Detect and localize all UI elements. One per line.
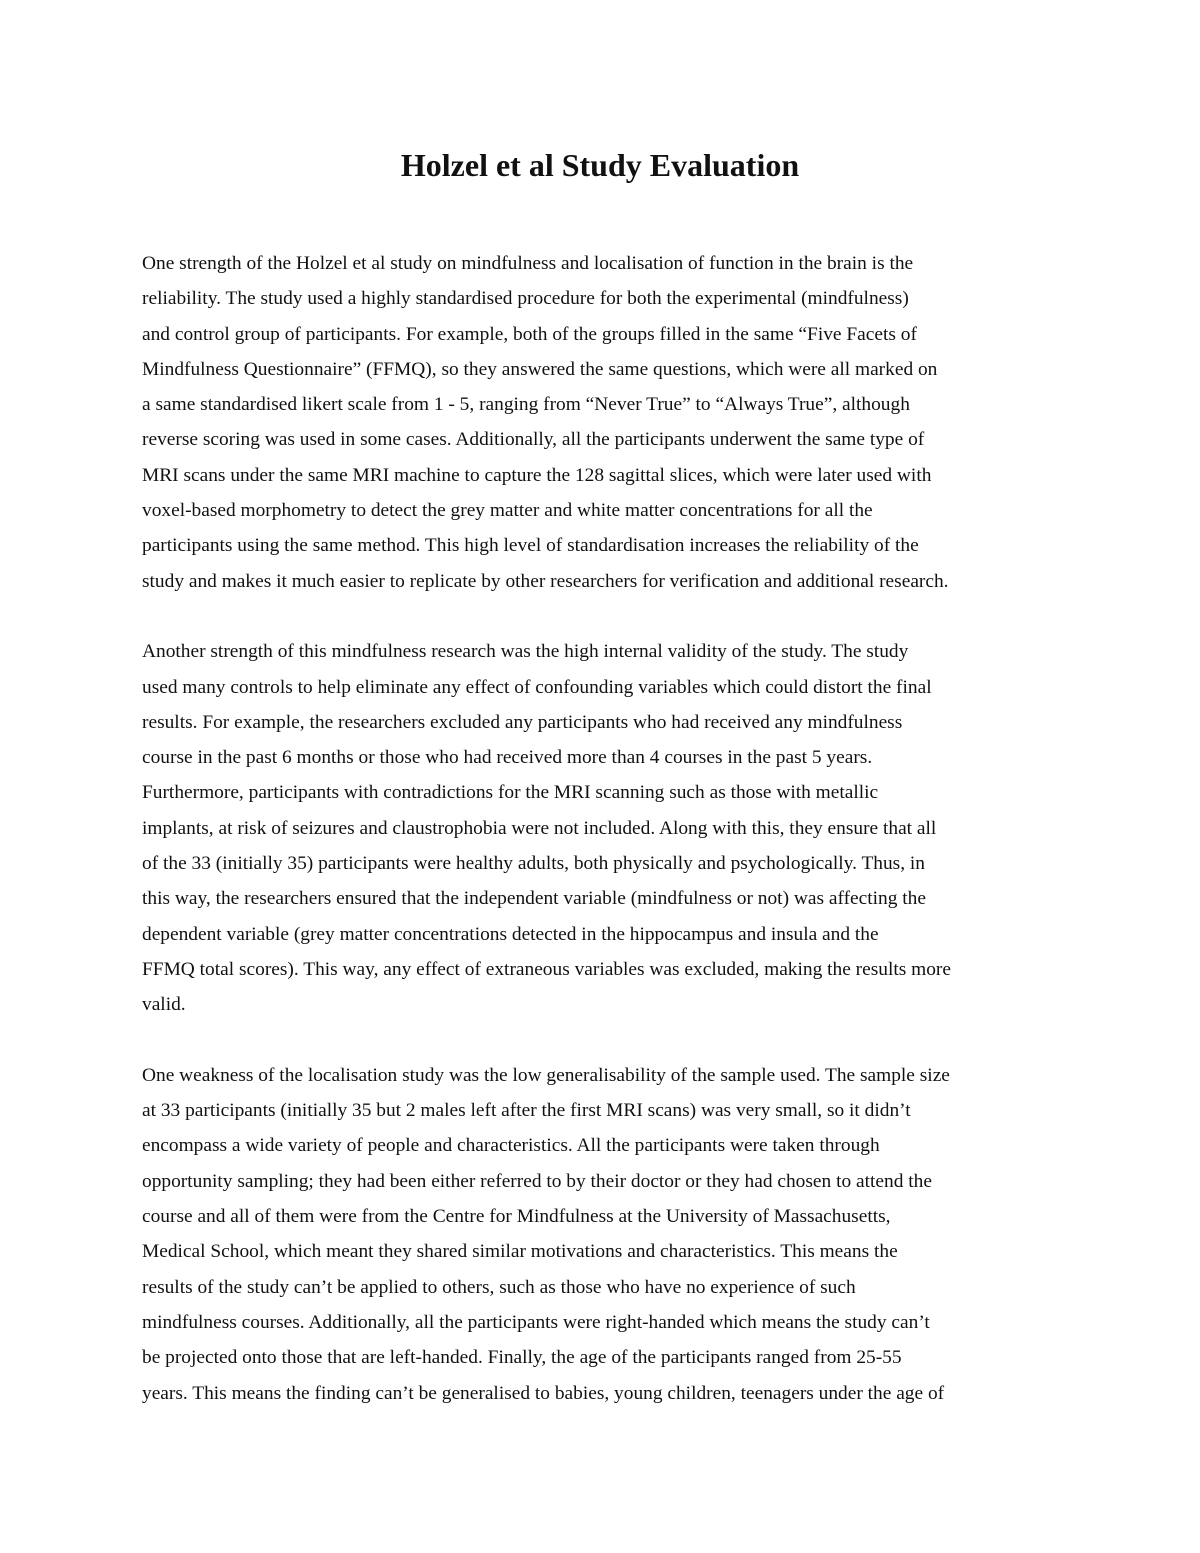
text-line: FFMQ total scores). This way, any effect of extraneous variables was excluded, making the results more (142, 958, 951, 980)
text-line: encompass a wide variety of people and characteristics. All the participants were taken through (142, 1135, 880, 1157)
text-line: and control group of participants. For example, both of the groups filled in the same “Five Facets of (142, 323, 917, 345)
text-line: dependent variable (grey matter concentrations detected in the hippocampus and insula and the (142, 923, 879, 945)
text-line: results. For example, the researchers excluded any participants who had received any mindfulness (142, 711, 903, 733)
text-line: years. This means the finding can’t be generalised to babies, young children, teenagers under the age of (142, 1382, 945, 1404)
text-line: MRI scans under the same MRI machine to capture the 128 sagittal slices, which were later used with (142, 464, 932, 486)
document-title: Holzel et al Study Evaluation (400, 147, 800, 183)
text-line: participants using the same method. This high level of standardisation increases the reliability of the (142, 535, 919, 557)
text-line: valid. (142, 994, 186, 1016)
text-line: opportunity sampling; they had been either referred to by their doctor or they had chosen to attend the (142, 1170, 932, 1192)
text-line: Mindfulness Questionnaire” (FFMQ), so they answered the same questions, which were all marked on (142, 358, 938, 380)
text-line: reverse scoring was used in some cases. Additionally, all the participants underwent the same type of (142, 429, 925, 451)
text-line: results of the study can’t be applied to others, such as those who have no experience of such (142, 1276, 856, 1298)
text-line: of the 33 (initially 35) participants were healthy adults, both physically and psychologically. Thus, in (142, 853, 926, 875)
paragraph-reliability-strength (142, 246, 1060, 599)
text-line: Another strength of this mindfulness research was the high internal validity of the study. The study (142, 641, 909, 663)
text-line: implants, at risk of seizures and claustrophobia were not included. Along with this, they ensure that all (142, 817, 937, 839)
text-line: course in the past 6 months or those who had received more than 4 courses in the past 5 years. (142, 747, 873, 769)
text-line: used many controls to help eliminate any effect of confounding variables which could distort the final (142, 676, 932, 698)
text-line: Medical School, which meant they shared similar motivations and characteristics. This means the (142, 1241, 898, 1263)
text-line: voxel-based morphometry to detect the grey matter and white matter concentrations for all the (142, 500, 873, 522)
text-line: mindfulness courses. Additionally, all the participants were right-handed which means the study can’t (142, 1311, 930, 1333)
paragraph-generalisability-weakness (142, 1058, 1060, 1411)
paragraph-validity-strength (142, 634, 1060, 1022)
text-line: study and makes it much easier to replicate by other researchers for verification and additional research. (142, 570, 949, 592)
text-line: reliability. The study used a highly standardised procedure for both the experimental (mindfulness) (142, 288, 909, 310)
text-line: this way, the researchers ensured that the independent variable (mindfulness or not) was affecting the (142, 888, 926, 910)
document-body (142, 246, 1060, 1446)
text-line: Furthermore, participants with contradictions for the MRI scanning such as those with metallic (142, 782, 879, 804)
text-line: One weakness of the localisation study was the low generalisability of the sample used. The sample size (142, 1064, 950, 1086)
text-line: One strength of the Holzel et al study on mindfulness and localisation of function in the brain is the (142, 253, 914, 274)
text-line: course and all of them were from the Centre for Mindfulness at the University of Massachusetts, (142, 1206, 891, 1228)
text-line: at 33 participants (initially 35 but 2 males left after the first MRI scans) was very small, so it didn’t (142, 1100, 911, 1122)
text-line: be projected onto those that are left-handed. Finally, the age of the participants ranged from 25-55 (142, 1347, 902, 1369)
text-line: a same standardised likert scale from 1 - 5, ranging from “Never True” to “Always True”, although (142, 394, 910, 416)
